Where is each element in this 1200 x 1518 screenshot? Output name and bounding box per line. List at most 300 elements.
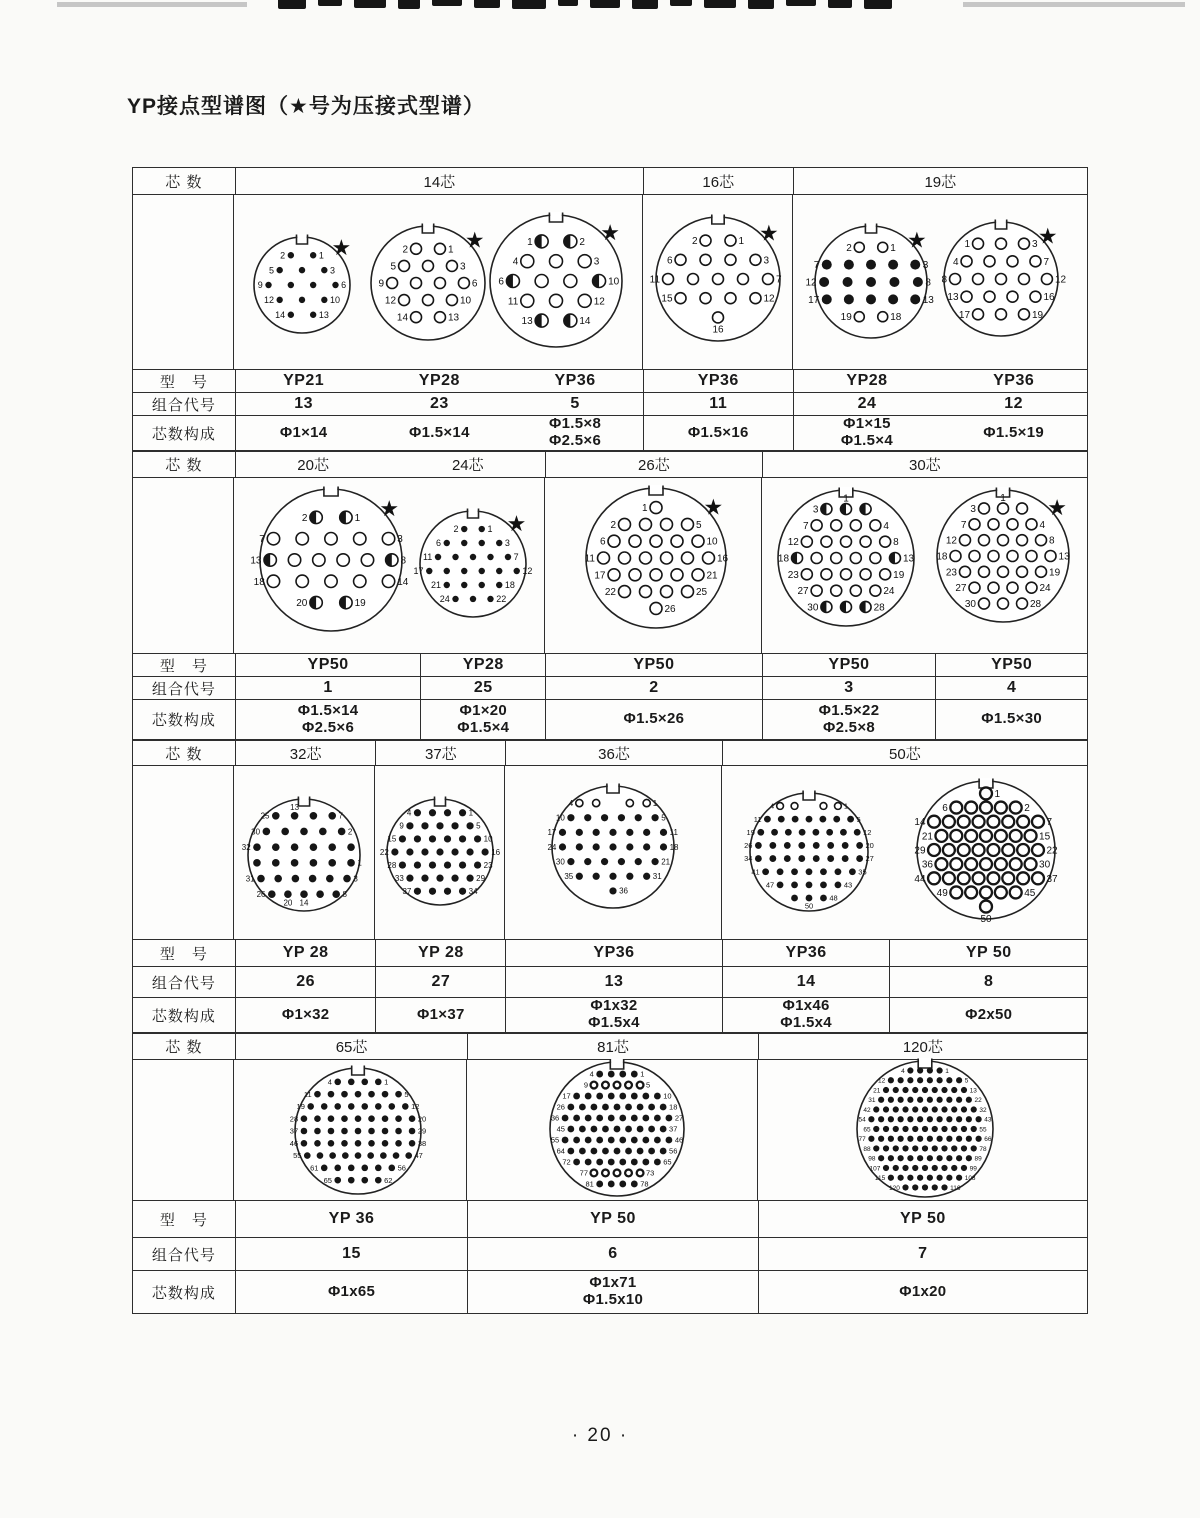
diagram-cell <box>374 766 504 939</box>
pin-dot <box>590 1126 597 1133</box>
pin-dot <box>812 829 819 836</box>
connector-diagrams-canvas <box>505 766 722 939</box>
composition-subwrap <box>421 700 545 739</box>
pin-dot <box>354 1128 361 1135</box>
pin-dot <box>897 1136 903 1142</box>
composition-cell <box>722 998 890 1032</box>
pin-open <box>854 242 864 252</box>
pin-number-label: 1 <box>999 492 1006 504</box>
combo-code-value: 6 <box>608 1245 618 1262</box>
combo-code-value: 12 <box>1004 395 1024 412</box>
composition-line: Φ1x32 <box>590 997 638 1015</box>
pin-dot <box>907 1175 913 1181</box>
composition-line: Φ2.5×6 <box>549 432 602 449</box>
pin-dot <box>776 868 783 875</box>
pin-open <box>692 569 704 581</box>
model-value: YP50 <box>828 656 870 673</box>
core-count-cell <box>375 741 505 765</box>
pin-dot <box>878 1116 884 1122</box>
pin-number-label: 48 <box>828 893 838 903</box>
pin-dot <box>428 861 435 868</box>
pin-dot <box>917 1136 923 1142</box>
connector-yp50-26-diagram <box>584 485 728 628</box>
pin-ring <box>950 802 962 814</box>
pin-dot <box>391 848 398 855</box>
pin-number-label: 3 <box>812 504 818 516</box>
connector-diagrams-canvas <box>793 195 1088 369</box>
pin-dot <box>300 890 308 898</box>
pin-dot <box>487 554 493 560</box>
pin-number-label: 43 <box>983 1116 991 1124</box>
pin-dot <box>388 1165 395 1172</box>
banner-glyph-fragment <box>558 0 578 6</box>
pin-dot <box>902 1145 908 1151</box>
pin-ring <box>987 816 999 828</box>
pin-dot <box>392 1152 399 1159</box>
pin-dot <box>878 1097 884 1103</box>
core-count-row-label-text: 芯 数 <box>165 745 203 763</box>
core-count-cell <box>545 452 762 477</box>
pin-dot <box>573 1115 580 1122</box>
pin-dot <box>328 812 336 820</box>
pin-open <box>987 519 998 530</box>
pin-dot <box>578 1126 585 1133</box>
model-value: YP50 <box>991 656 1033 673</box>
model-row-subwrap <box>236 1201 468 1237</box>
pin-open <box>1007 519 1018 530</box>
combo-code-value: 23 <box>429 395 449 412</box>
pin-open <box>801 536 812 547</box>
pin-dot <box>395 1091 402 1098</box>
pin-dot <box>769 842 776 849</box>
pin-number-label: 37 <box>1045 873 1058 885</box>
pin-dot <box>757 829 764 836</box>
pin-dot <box>408 1140 415 1147</box>
pin-open <box>398 260 409 271</box>
core-count-cell <box>793 168 1087 194</box>
pin-number-label: 27 <box>674 1113 683 1123</box>
pin-dot <box>298 267 304 273</box>
pin-open <box>820 536 831 547</box>
pin-dot <box>630 1181 637 1188</box>
composition-row-label <box>133 416 235 450</box>
pin-number-label: 1 <box>641 503 647 515</box>
pin-number-label: 6 <box>497 276 504 288</box>
composition-line: Φ1×20 <box>459 701 508 719</box>
pin-number-label: 14 <box>396 312 408 324</box>
pin-open <box>877 242 887 252</box>
pin-dot <box>287 282 293 288</box>
model-row-subwrap <box>644 370 793 392</box>
connector-diagrams-canvas <box>545 478 762 653</box>
pin-number-label: 2 <box>453 524 459 535</box>
pin-dot <box>946 1097 952 1103</box>
pin-open <box>662 274 673 285</box>
pin-dot <box>882 1087 888 1093</box>
pin-dot <box>659 829 666 836</box>
diagram-cell <box>544 478 761 653</box>
pin-open <box>296 533 308 545</box>
pin-dot <box>643 873 650 880</box>
composition-cell <box>467 1271 757 1313</box>
pin-number-label: 15 <box>386 834 396 844</box>
banner-glyph-fragment <box>670 0 692 6</box>
pin-open <box>446 260 457 271</box>
pin-dot <box>882 1126 888 1132</box>
pin-ring <box>957 816 969 828</box>
core-count-subwrap <box>759 1034 1087 1059</box>
pin-dot <box>478 568 484 574</box>
connector-diagrams-canvas <box>758 1060 1088 1200</box>
pin-dot <box>276 267 282 273</box>
pin-number-label: 11 <box>753 814 762 824</box>
pin-dot <box>617 814 624 821</box>
pin-dot <box>573 1159 580 1166</box>
pin-dot <box>917 1155 923 1161</box>
composition-row-label-text: 芯数构成 <box>151 1007 216 1025</box>
composition-row <box>133 699 1087 739</box>
pin-dot <box>821 260 831 270</box>
pin-dot <box>496 540 502 546</box>
pin-dot <box>309 312 315 318</box>
pin-number-label: 1 <box>383 1077 388 1087</box>
pin-dot <box>912 1106 918 1112</box>
pin-dot <box>653 1137 660 1144</box>
pin-dot <box>341 1140 348 1147</box>
composition-line: Φ1×15 <box>843 415 891 433</box>
pin-open <box>597 552 609 564</box>
pin-dot <box>764 816 771 823</box>
pin-ring <box>1017 844 1029 856</box>
combo-code-value: 25 <box>473 679 493 696</box>
pin-number-label: 13 <box>969 1087 977 1095</box>
pin-dot <box>926 1097 932 1103</box>
model-row-label-text: 型 号 <box>159 945 208 963</box>
pin-dot <box>926 1136 932 1142</box>
pin-number-label: 34 <box>743 854 752 864</box>
core-count-subwrap <box>236 1034 468 1059</box>
pin-number-label: 31 <box>245 874 255 884</box>
banner-glyph-fragment <box>318 0 342 6</box>
combo-code-value: 14 <box>796 973 816 990</box>
combo-code-value: 4 <box>1006 679 1017 696</box>
pin-dot <box>926 1116 932 1122</box>
pin-open <box>681 586 693 598</box>
banner-right-rule <box>963 2 1185 7</box>
composition-line: Φ1×14 <box>279 423 328 441</box>
pin-number-label: 116 <box>949 1184 960 1192</box>
composition-cell <box>375 998 505 1032</box>
diagram-cell <box>721 766 1087 939</box>
pin-dot <box>600 814 607 821</box>
model-row-subwrap <box>236 370 643 392</box>
pin-dot <box>443 582 449 588</box>
pin-number-label: 41 <box>750 867 760 877</box>
pin-dot <box>452 596 458 602</box>
pin-ring <box>928 816 940 828</box>
connector-diagrams-canvas <box>234 478 545 653</box>
core-count-header-row <box>133 452 1087 477</box>
pin-dot <box>897 1116 903 1122</box>
pin-number-label: 18 <box>668 1102 677 1112</box>
pin-dot <box>443 540 449 546</box>
pin-dot <box>354 1091 361 1098</box>
pin-dot <box>473 835 480 842</box>
banner-glyph-fragment <box>474 0 500 8</box>
pin-dot <box>561 1115 568 1122</box>
pin-open <box>724 235 735 246</box>
pin-open <box>692 535 704 547</box>
model-row-cell <box>793 370 1087 392</box>
composition-subwrap <box>936 700 1087 739</box>
combo-row-cell <box>935 677 1087 699</box>
pin-open <box>324 533 336 545</box>
pin-dot <box>936 1136 942 1142</box>
pin-open <box>840 569 851 580</box>
pin-dot <box>926 1155 932 1161</box>
pin-dot <box>902 1087 908 1093</box>
pin-dot <box>320 1165 327 1172</box>
core-count-row-label <box>133 452 235 477</box>
page-title: YP接点型谱图（★号为压接式型谱） <box>127 95 485 118</box>
combo-code-value: 27 <box>431 973 451 990</box>
model-row-subwrap <box>506 940 722 966</box>
composition-row <box>133 1270 1087 1313</box>
pin-ring <box>994 830 1006 842</box>
core-count-subwrap <box>236 741 376 765</box>
pin-dot <box>841 842 848 849</box>
pin-open <box>650 535 662 547</box>
model-value: YP 28 <box>282 944 329 961</box>
pin-dot <box>401 1103 408 1110</box>
connector-diagrams-canvas <box>643 195 793 369</box>
pin-dot <box>617 858 624 865</box>
pin-ring <box>613 1082 620 1089</box>
pin-dot <box>887 1175 893 1181</box>
pin-dot <box>630 1115 637 1122</box>
pin-dot <box>754 855 761 862</box>
pin-number-label: 20 <box>295 598 307 610</box>
pin-dot <box>458 888 465 895</box>
pin-number-label: 6 <box>340 280 346 291</box>
pin-dot <box>866 294 876 304</box>
composition-line: Φ1x71 <box>589 1274 637 1292</box>
core-count-value: 14芯 <box>423 173 456 191</box>
crimp-star-icon: ★ <box>506 511 526 537</box>
pin-open <box>972 238 983 249</box>
core-count-subwrap <box>468 1034 757 1059</box>
pin-dot <box>853 829 860 836</box>
core-count-value: 36芯 <box>598 745 630 763</box>
pin-dot <box>337 828 345 836</box>
pin-dot <box>941 1087 947 1093</box>
model-row-subwrap <box>236 654 421 676</box>
pin-dot <box>600 858 607 865</box>
model-value: YP 36 <box>328 1210 375 1227</box>
combo-row-subwrap <box>644 393 793 415</box>
pin-dot <box>607 1159 614 1166</box>
pin-dot <box>946 1136 952 1142</box>
pin-number-label: 15 <box>1038 831 1050 843</box>
pin-dot <box>481 848 488 855</box>
pin-number-label: 32 <box>978 1106 987 1114</box>
pin-dot <box>466 875 473 882</box>
pin-number-label: 4 <box>769 801 774 811</box>
model-row-subwrap <box>936 654 1087 676</box>
connector-yp28-32-diagram <box>241 796 362 911</box>
pin-ring <box>950 830 962 842</box>
pin-dot <box>596 1115 603 1122</box>
pin-number-label: 21 <box>430 580 441 591</box>
pin-dot <box>466 848 473 855</box>
pin-number-label: 7 <box>813 260 819 272</box>
pin-number-label: 1 <box>486 524 492 535</box>
pin-ring <box>980 858 992 870</box>
model-row-cell <box>420 654 545 676</box>
core-count-value: 120芯 <box>902 1039 943 1056</box>
pin-dot <box>592 843 599 850</box>
pin-dot <box>458 861 465 868</box>
combo-row-subwrap <box>759 1238 1087 1270</box>
pin-number-label: 4 <box>406 808 411 818</box>
pin-number-label: 62 <box>383 1175 392 1185</box>
combo-row-subwrap <box>236 967 376 997</box>
pin-dot <box>395 1115 402 1122</box>
combo-row-subwrap <box>421 677 545 699</box>
pin-dot <box>791 816 798 823</box>
pin-number-label: 2 <box>691 236 698 248</box>
pin-open <box>879 536 890 547</box>
pin-number-label: 19 <box>296 1102 305 1112</box>
pin-dot <box>413 888 420 895</box>
model-row-cell <box>235 370 643 392</box>
pin-dot <box>513 568 519 574</box>
pin-dot <box>316 1152 323 1159</box>
pin-number-label: 73 <box>645 1168 654 1178</box>
pin-open <box>446 295 457 306</box>
pin-ring <box>590 1170 597 1177</box>
pin-open <box>997 598 1008 609</box>
connector-yp36-65-diagram <box>289 1065 425 1194</box>
pin-dot <box>381 1140 388 1147</box>
pin-dot <box>426 568 432 574</box>
pin-number-label: 78 <box>978 1145 987 1153</box>
pin-open <box>629 569 641 581</box>
pin-number-label: 10 <box>607 276 619 288</box>
pin-number-label: 31 <box>867 1097 876 1105</box>
pin-number-label: 56 <box>397 1163 406 1173</box>
pin-dot <box>314 1128 321 1135</box>
pin-number-label: 61 <box>309 1163 318 1173</box>
pin-dot <box>619 1181 626 1188</box>
core-count-value: 65芯 <box>335 1039 368 1056</box>
connector-yp36-50-diagram <box>744 790 874 911</box>
combo-row <box>133 392 1087 415</box>
composition-value <box>468 1271 757 1313</box>
combo-row-label-text: 组合代号 <box>151 974 216 992</box>
pin-number-label: 5 <box>389 261 396 273</box>
pin-dot <box>374 1103 381 1110</box>
pin-dot <box>910 294 920 304</box>
diagram-row <box>133 1059 1087 1200</box>
pin-open <box>1026 551 1037 562</box>
pin-dot <box>626 873 633 880</box>
pin-dot <box>478 540 484 546</box>
pin-open <box>681 552 693 564</box>
pin-dot <box>776 881 783 888</box>
pin-dot <box>936 1097 942 1103</box>
pin-number-label: 14 <box>396 576 408 588</box>
pin-number-label: 120 <box>888 1184 900 1192</box>
pin-dot <box>630 1159 637 1166</box>
pin-dot <box>805 895 812 902</box>
pin-number-label: 10 <box>459 295 471 307</box>
pin-dot <box>921 1087 927 1093</box>
pin-dot <box>347 843 355 851</box>
pin-open <box>549 294 562 307</box>
pin-number-label: 24 <box>1039 583 1051 595</box>
combo-code-value: 11 <box>709 395 728 412</box>
pin-number-label: 1 <box>639 1069 644 1079</box>
pin-number-label: 30 <box>964 599 976 611</box>
pin-dot <box>842 277 852 287</box>
model-row-label <box>133 1201 235 1237</box>
pin-open <box>995 309 1006 320</box>
pin-number-label: 30 <box>1038 859 1050 871</box>
connector-diagrams-canvas <box>467 1060 758 1200</box>
composition-line: Φ1.5×26 <box>623 710 685 728</box>
pin-dot <box>413 835 420 842</box>
composition-subwrap <box>236 700 421 739</box>
model-row-subwrap <box>794 370 1087 392</box>
crimp-star-icon: ★ <box>599 220 620 246</box>
pin-dot <box>892 1126 898 1132</box>
pin-dot <box>841 855 848 862</box>
pin-dot <box>406 875 413 882</box>
pin-number-label: 4 <box>1039 519 1045 531</box>
pin-dot <box>558 843 565 850</box>
diagram-cell <box>466 1060 757 1200</box>
pin-open <box>949 274 960 285</box>
pin-open <box>353 575 365 587</box>
core-count-value: 37芯 <box>425 745 457 763</box>
core-count-header-row <box>133 1034 1087 1059</box>
pin-dot <box>613 1148 620 1155</box>
pin-dot <box>965 1155 971 1161</box>
pin-dot <box>777 816 784 823</box>
pin-dot <box>912 1126 918 1132</box>
crimp-star-icon: ★ <box>378 495 399 521</box>
pin-number-label: 77 <box>858 1136 866 1144</box>
pin-dot <box>805 816 812 823</box>
pin-dot <box>626 843 633 850</box>
pin-open <box>702 552 714 564</box>
pin-dot <box>478 582 484 588</box>
pin-dot <box>590 1148 597 1155</box>
pin-open <box>592 799 599 806</box>
core-count-value: 20芯 <box>297 457 329 474</box>
pin-open <box>434 278 445 289</box>
composition-value <box>236 700 421 739</box>
pin-dot <box>892 1165 898 1171</box>
model-row <box>133 369 1087 392</box>
composition-value <box>236 416 372 450</box>
pin-ring <box>1017 816 1029 828</box>
diagram-cell <box>233 766 374 939</box>
pin-number-label: 17 <box>546 828 556 838</box>
combo-row-cell <box>889 967 1087 997</box>
pin-ring <box>1002 844 1014 856</box>
